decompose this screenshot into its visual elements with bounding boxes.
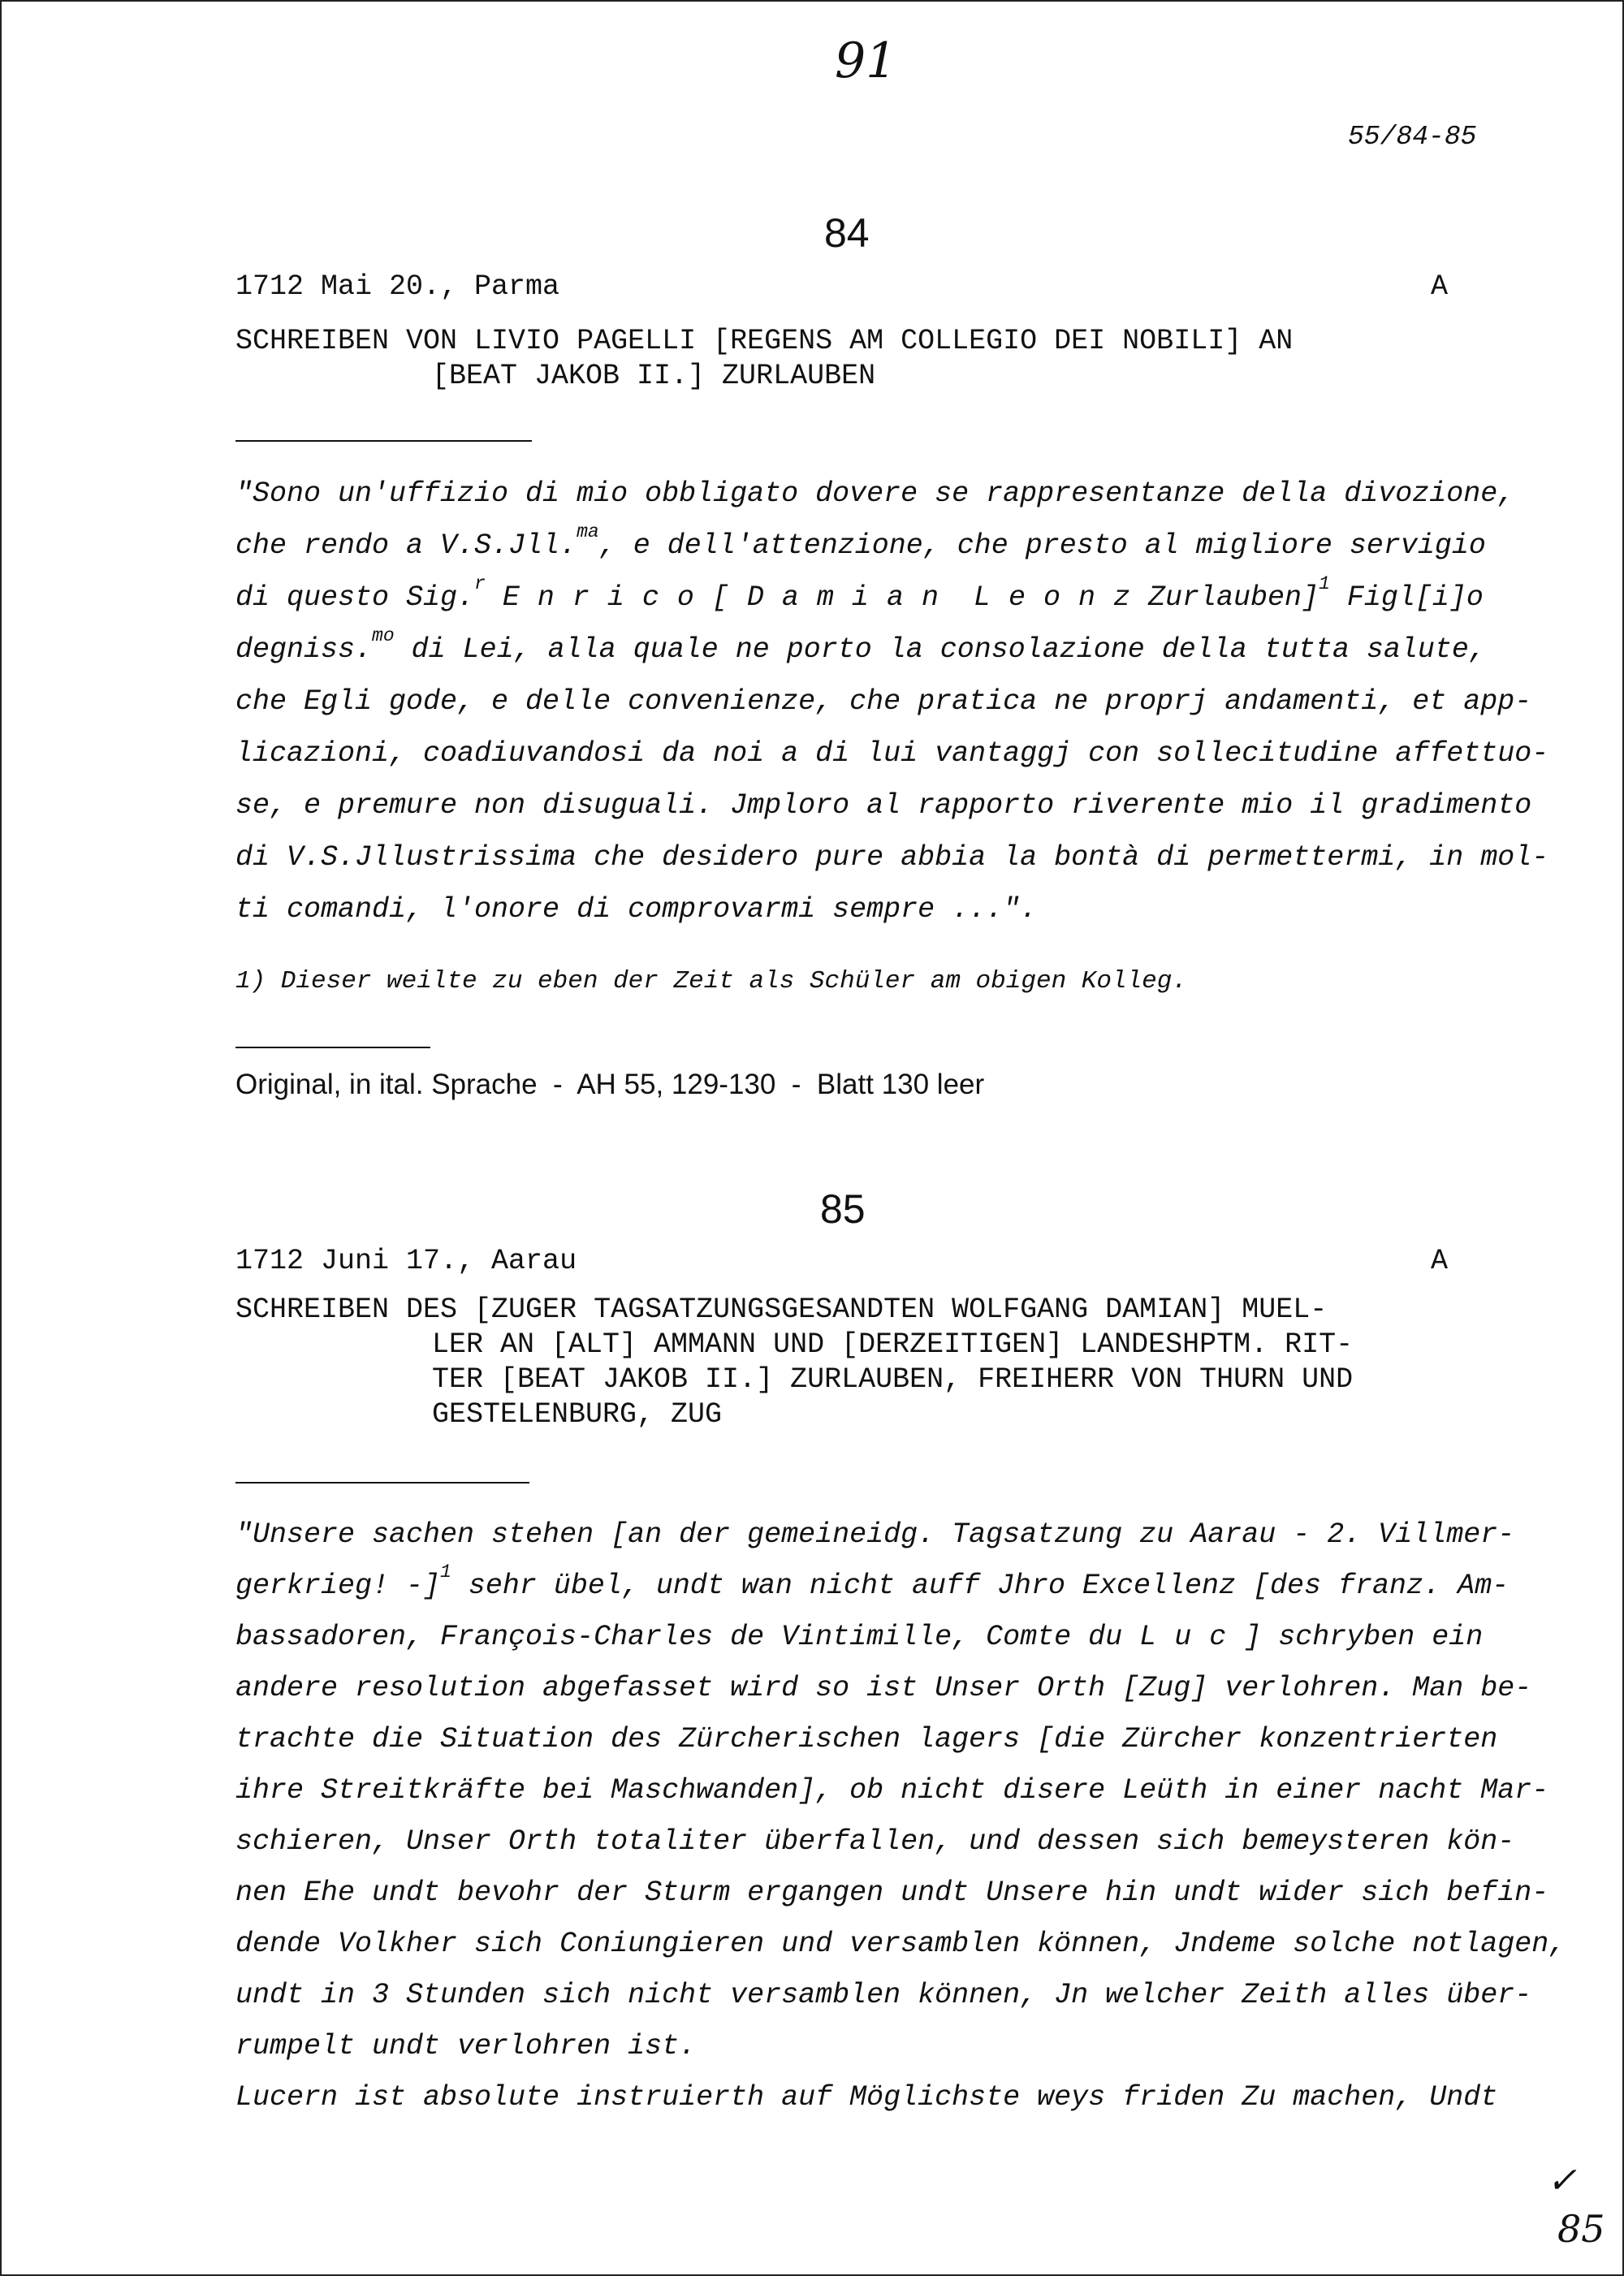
entry-85-separator <box>235 1482 529 1484</box>
entry-85-date-place: 1712 Juni 17., Aarau <box>235 1245 577 1277</box>
text-line: gerkrieg! -]$^1$ sehr übel, undt wan nicht auff Jhro Excellenz [des franz. Am- <box>235 1561 1510 1602</box>
entry-84-separator <box>235 440 532 442</box>
entry-84-footnote: 1) Dieser weilte zu eben der Zeit als Schüler am obigen Kolleg. <box>235 967 1187 995</box>
text-line: dende Volkher sich Coniungieren und versamblen können, Jndeme solche notlagen, <box>235 1928 1566 1960</box>
text-line: licazioni, coadiuvandosi da noi a di lui vantaggj con sollecitudine affettuo- <box>235 737 1549 770</box>
handwritten-corner-number: 85 <box>1557 2207 1605 2251</box>
text-line: Lucern ist absolute instruierth auf Möglichste weys friden Zu machen, Undt <box>235 2081 1498 2114</box>
entry-84-date-place: 1712 Mai 20., Parma <box>235 270 560 303</box>
text-line: che rendo a V.S.Jll.$^{ma}$, e dell'attenzione, che presto al migliore servigio <box>235 521 1486 562</box>
text-line: di V.S.Jllustrissima che desidero pure abbia la bontà di permettermi, in mol- <box>235 841 1549 874</box>
archive-reference: 55/84-85 <box>1348 122 1477 152</box>
text-line: schieren, Unser Orth totaliter überfallen, und dessen sich bemeysteren kön- <box>235 1825 1515 1858</box>
text-line: "Unsere sachen stehen [an der gemeineidg. Tagsatzung zu Aarau - 2. Villmer- <box>235 1518 1515 1551</box>
entry-number-84: 84 <box>824 210 870 256</box>
text-line: di questo Sig.$^r$ Enrico[Damian LeonzZurlauben]$^1$ Figl[i]o <box>235 573 1484 614</box>
entry-84-source: Original, in ital. Sprache - AH 55, 129-130 - Blatt 130 leer <box>235 1069 985 1100</box>
text-line: che Egli gode, e delle convenienze, che pratica ne proprj andamenti, et app- <box>235 685 1532 718</box>
handwritten-page-number: 91 <box>835 32 897 89</box>
text-line: ti comandi, l'onore di comprovarmi sempre ...". <box>235 893 1038 926</box>
text-line: trachte die Situation des Zürcherischen lagers [die Zürcher konzentrierten <box>235 1723 1498 1756</box>
text-line: "Sono un'uffizio di mio obbligato dovere se rappresentanze della divozione, <box>235 477 1515 510</box>
text-line: andere resolution abgefasset wird so ist Unser Orth [Zug] verlohren. Man be- <box>235 1672 1532 1704</box>
entry-84-title-line-2: [BEAT JAKOB II.] ZURLAUBEN <box>432 360 876 392</box>
entry-85-title-line-1: SCHREIBEN DES [ZUGER TAGSATZUNGSGESANDTEN WOLFGANG DAMIAN] MUEL- <box>235 1293 1328 1326</box>
text-line: nen Ehe undt bevohr der Sturm ergangen undt Unsere hin undt wider sich befin- <box>235 1877 1549 1909</box>
text-line: bassadoren, François-Charles de Vintimille, Comte du Luc] schryben ein <box>235 1621 1484 1653</box>
entry-85-title-line-2: LER AN [ALT] AMMANN UND [DERZEITIGEN] LANDESHPTM. RIT- <box>432 1328 1354 1361</box>
entry-85-title-line-4: GESTELENBURG, ZUG <box>432 1398 723 1431</box>
entry-85-letter: A <box>1431 1245 1449 1277</box>
text-line: degniss.$^{mo}$ di Lei, alla quale ne porto la consolazione della tutta salute, <box>235 625 1486 666</box>
text-line: ihre Streitkräfte bei Maschwanden], ob nicht disere Leüth in einer nacht Mar- <box>235 1774 1549 1807</box>
text-line: undt in 3 Stunden sich nicht versamblen können, Jn welcher Zeith alles über- <box>235 1979 1532 2011</box>
entry-84-title-line-1: SCHREIBEN VON LIVIO PAGELLI [REGENS AM COLLEGIO DEI NOBILI] AN <box>235 325 1294 357</box>
text-line: se, e premure non disuguali. Jmploro al rapporto riverente mio il gradimento <box>235 789 1532 822</box>
entry-84-source-separator <box>235 1047 430 1048</box>
check-mark: ✓ <box>1547 2160 1577 2201</box>
entry-85-title-line-3: TER [BEAT JAKOB II.] ZURLAUBEN, FREIHERR VON THURN UND <box>432 1363 1354 1396</box>
entry-number-85: 85 <box>820 1186 866 1232</box>
text-line: rumpelt undt verlohren ist. <box>235 2030 697 2062</box>
entry-84-letter: A <box>1431 270 1449 303</box>
